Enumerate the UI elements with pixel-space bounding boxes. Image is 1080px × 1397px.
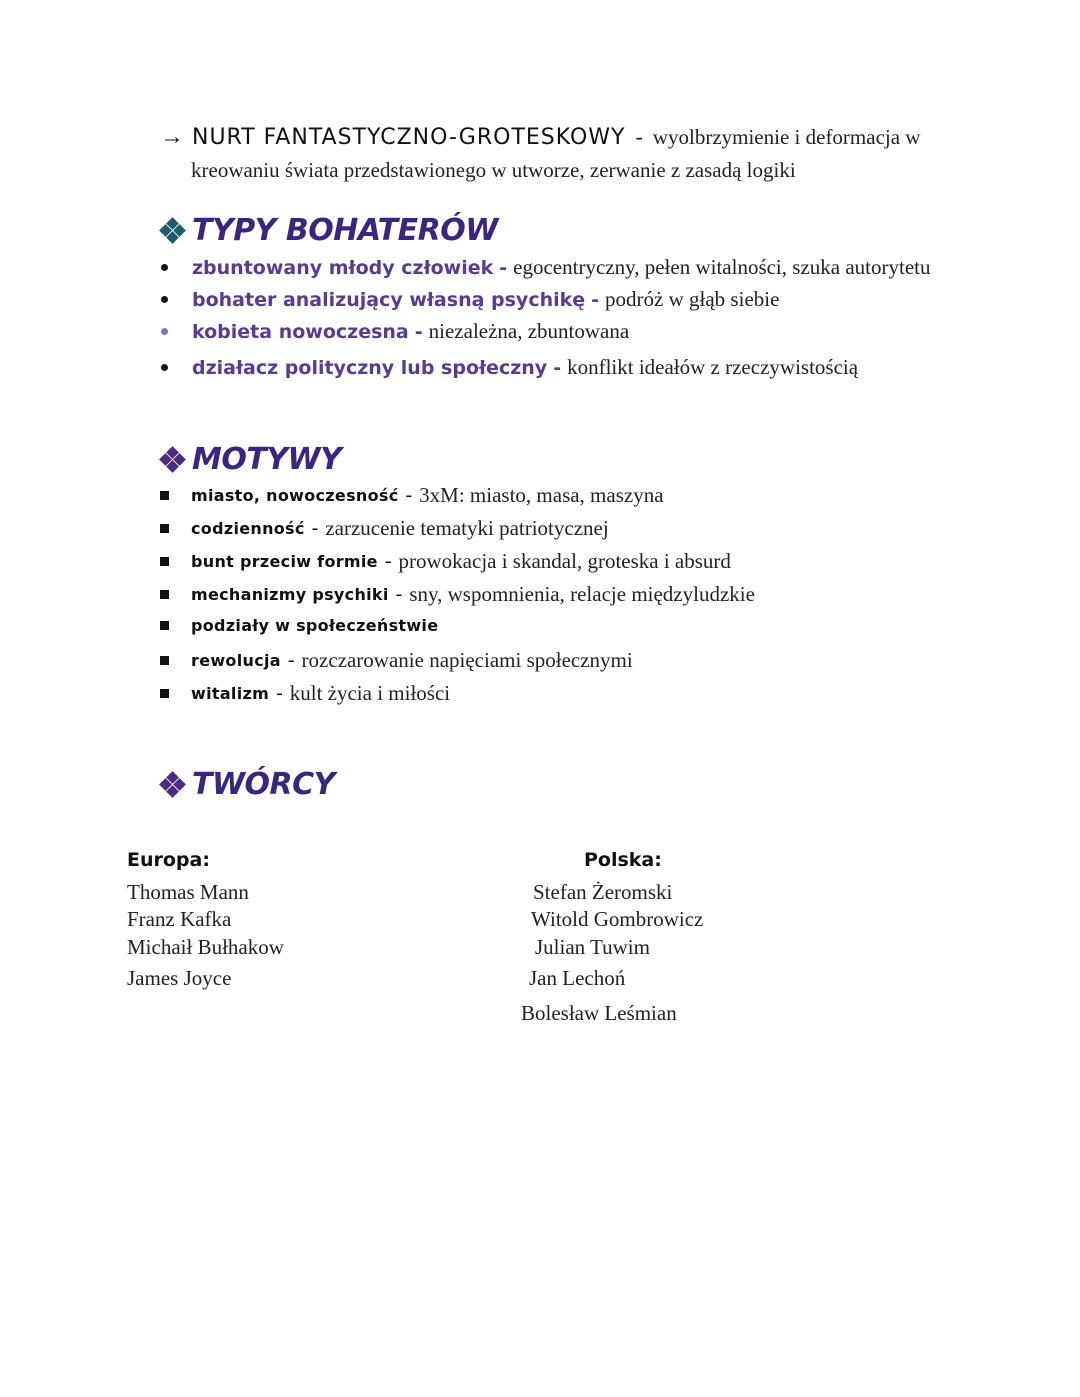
item-term: zbuntowany młody człowiek: [192, 256, 494, 279]
heading-bohaterowie: [160, 213, 498, 248]
item-term: codzienność: [191, 519, 305, 538]
polska-name: Stefan Żeromski: [533, 880, 673, 904]
item-term: mechanizmy psychiki: [191, 585, 389, 604]
bullet-square-icon: [160, 621, 169, 630]
item-sep: -: [311, 517, 319, 539]
list-item: [160, 255, 930, 280]
item-desc: kult życia i miłości: [289, 681, 451, 705]
heading-text: TWÓRCY: [192, 767, 335, 802]
diamond-bullet-icon: [160, 772, 186, 798]
bullet-square-icon: [160, 656, 169, 665]
bullet-square-icon: [160, 491, 169, 500]
polska-label: Polska:: [584, 849, 662, 871]
item-sep: -: [276, 682, 283, 704]
europa-name: Thomas Mann: [127, 880, 249, 904]
bullet-square-icon: [160, 524, 169, 533]
list-item: [160, 648, 633, 673]
nurt-desc-2: kreowaniu świata przedstawionego w utworze, zerwanie z zasadą logiki: [191, 158, 796, 182]
list-item: [160, 549, 731, 574]
item-sep: -: [405, 484, 413, 506]
diamond-bullet-icon: [160, 447, 186, 473]
polska-name: Witold Gombrowicz: [531, 907, 704, 931]
europa-name: James Joyce: [127, 966, 232, 990]
item-term: witalizm: [191, 684, 270, 703]
item-desc: 3xM: miasto, masa, maszyna: [419, 483, 664, 507]
heading-text: MOTYWY: [192, 442, 342, 477]
heading-tworcy: [160, 767, 335, 802]
bullet-dot-icon: [161, 264, 168, 271]
item-desc: zarzucenie tematyki patriotycznej: [325, 516, 609, 540]
item-sep: -: [591, 288, 600, 311]
item-term: podziały w społeczeństwie: [191, 616, 439, 635]
item-term: bohater analizujący własną psychikę: [192, 288, 586, 311]
item-term: kobieta nowoczesna: [192, 320, 409, 343]
item-sep: -: [414, 320, 423, 343]
arrow-right-icon: →: [160, 124, 184, 150]
list-item: [160, 582, 755, 607]
bullet-dot-icon: [161, 364, 168, 371]
nurt-name: NURT FANTASTYCZNO-GROTESKOWY: [192, 125, 626, 150]
europa-label: Europa:: [127, 849, 210, 871]
item-term: działacz polityczny lub społeczny: [192, 356, 548, 379]
item-sep: -: [395, 583, 403, 605]
item-desc: niezależna, zbuntowana: [428, 319, 630, 343]
item-desc: sny, wspomnienia, relacje międzyludzkie: [409, 582, 755, 606]
item-sep: -: [499, 256, 508, 279]
item-desc: konflikt ideałów z rzeczywistością: [567, 355, 859, 379]
item-desc: egocentryczny, pełen witalności, szuka autorytetu: [513, 255, 931, 279]
heading-text: TYPY BOHATERÓW: [192, 213, 498, 248]
item-term: bunt przeciw formie: [191, 552, 378, 571]
list-item: [160, 319, 629, 344]
list-item: [160, 616, 438, 635]
bullet-square-icon: [160, 689, 169, 698]
heading-motywy: [160, 442, 341, 477]
item-term: rewolucja: [191, 651, 281, 670]
item-desc: podróż w głąb siebie: [605, 287, 780, 311]
nurt-desc-1: wyolbrzymienie i deformacja w: [652, 125, 921, 149]
list-item: [160, 483, 664, 508]
list-item: [160, 287, 779, 312]
item-desc: rozczarowanie napięciami społecznymi: [301, 648, 633, 672]
item-sep: -: [384, 550, 392, 572]
polska-name: Jan Lechoń: [529, 966, 626, 990]
polska-name: Julian Tuwim: [535, 935, 650, 959]
bullet-dot-icon: [161, 328, 168, 335]
list-item: [160, 516, 609, 541]
polska-name: Bolesław Leśmian: [521, 1001, 677, 1025]
item-sep: -: [287, 649, 295, 671]
bullet-square-icon: [160, 590, 169, 599]
list-item: [160, 681, 450, 706]
europa-name: Michaił Bułhakow: [127, 935, 284, 959]
bullet-square-icon: [160, 557, 169, 566]
nurt-dash: -: [635, 124, 643, 149]
nurt-line: [160, 124, 920, 151]
europa-name: Franz Kafka: [127, 907, 232, 931]
diamond-bullet-icon: [160, 218, 186, 244]
item-term: miasto, nowoczesność: [191, 486, 399, 505]
item-desc: prowokacja i skandal, groteska i absurd: [398, 549, 731, 573]
bullet-dot-icon: [161, 296, 168, 303]
item-sep: -: [553, 356, 562, 379]
list-item: [160, 355, 858, 380]
